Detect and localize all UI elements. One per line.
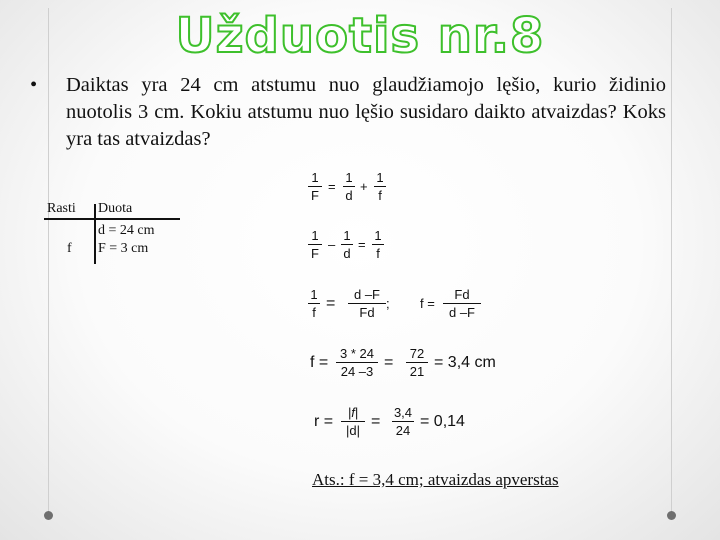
numerator: 72 [409,346,425,361]
denominator: 24 [395,423,411,439]
separator: ; [386,296,390,311]
frame-left-dot [44,511,53,520]
operator: – [328,237,336,252]
fraction [374,170,386,203]
task-text: Daiktas yra 24 cm atstumu nuo glaudžiamojo lęšio, kurio židinio nuotolis 3 cm. Kokiu atstumu nuo lęšio susidaro daikto atvaizdas? Koks yra tas atvaizdas? [66,74,666,150]
formula-1 [308,170,398,210]
numerator: 3,4 [393,405,413,420]
result: = 0,14 [420,413,465,430]
denominator: d [343,246,351,262]
bullet: • [30,74,38,96]
fraction [392,405,414,438]
numerator: 1 [311,170,319,185]
task-statement [30,72,666,153]
result: = 3,4 cm [434,354,496,371]
answer: Ats.: f = 3,4 cm; atvaizdas apverstas [312,470,559,489]
fraction [308,228,322,261]
numerator: d –F [353,287,380,302]
fraction [443,287,481,320]
numerator: 3 * 24 [340,346,374,361]
header-find: Rasti [47,201,76,216]
denominator: f [378,188,382,204]
numerator: 1 [376,170,384,185]
fraction [308,287,320,320]
given-value-d: d = 24 cm [98,223,155,238]
given-table-vline [94,204,96,264]
denominator: 24 –3 [340,364,374,380]
find-value: f [67,241,72,256]
numerator: 1 [343,228,351,243]
denominator: F [311,246,319,262]
fraction [341,405,365,438]
numerator: 1 [311,228,319,243]
formula-4 [310,346,510,386]
fraction [308,170,322,203]
operator: = [384,354,394,371]
lhs: f = [310,354,329,371]
denominator: Fd [359,305,375,321]
formula-3 [308,287,488,327]
lhs: r = [314,413,334,430]
formula-5 [314,405,494,445]
fraction [343,170,355,203]
formula-2 [308,228,398,268]
operator: = [326,295,336,312]
denominator: f [376,246,380,262]
header-given: Duota [98,201,133,216]
numerator: 1 [345,170,353,185]
operator: = [358,237,366,252]
operator: = [328,179,336,194]
fraction [372,228,384,261]
fraction [341,228,353,261]
numerator: 1 [374,228,382,243]
operator: = [371,413,381,430]
fraction [348,287,386,320]
denominator: d [345,188,353,204]
denominator: f [312,305,316,321]
denominator: d –F [448,305,475,321]
numerator: Fd [454,287,470,302]
given-table-hline [44,218,180,220]
denominator: F [311,188,319,204]
fraction [406,346,428,379]
numerator: 1 [310,287,318,302]
slide-title: Užduotis nr.8 [175,8,545,64]
frame-right-line [671,8,672,513]
given-table [42,203,182,265]
fraction [336,346,378,379]
frame-right-dot [667,511,676,520]
given-value-F: F = 3 cm [98,241,149,256]
numerator: |f| [347,405,359,420]
f-equals: f = [420,296,435,311]
denominator: |d| [346,423,360,439]
denominator: 21 [409,364,425,380]
operator: + [360,179,368,194]
